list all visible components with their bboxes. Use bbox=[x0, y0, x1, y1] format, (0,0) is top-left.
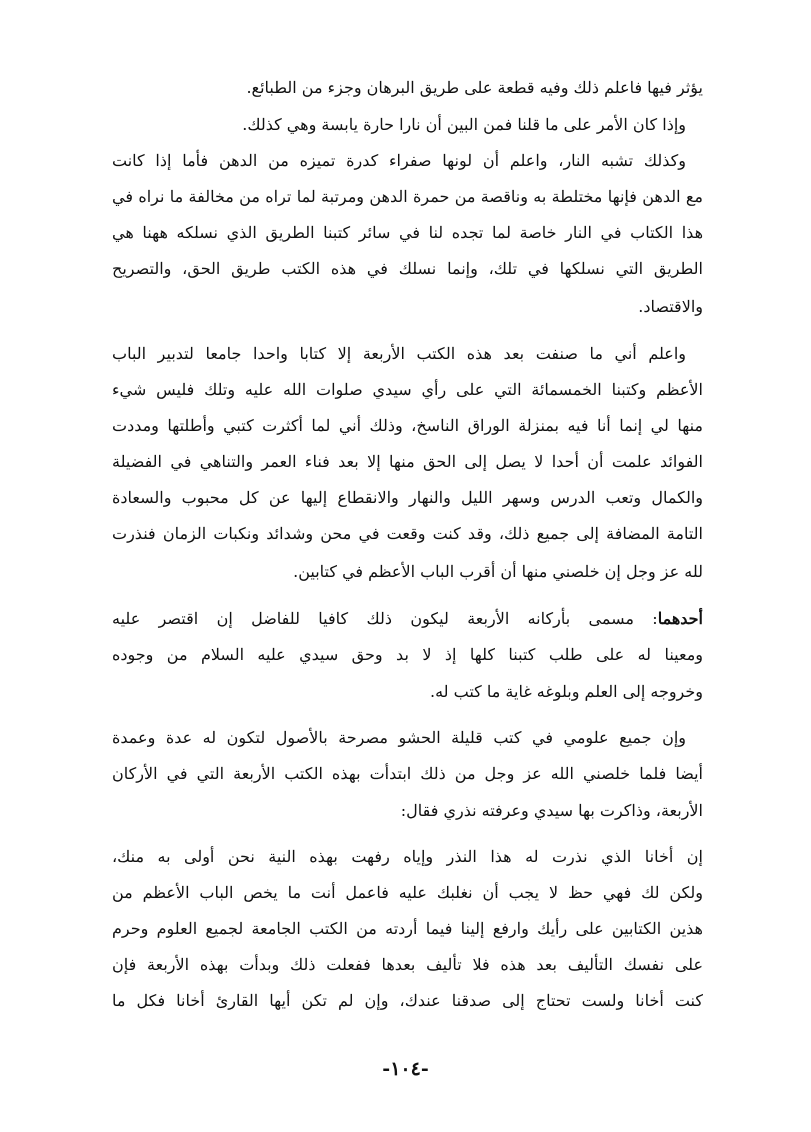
page-number: -١٠٤- bbox=[382, 1058, 429, 1080]
text-line: ولكن لك فهي حظ لا يجب أن نغلبك عليه فاعمل أنت ما يخص الباب الأعظم من bbox=[112, 883, 703, 902]
text-line: وخروجه إلى العلم وبلوغه غاية ما كتب له. bbox=[430, 682, 703, 701]
text-line: وكذلك تشبه النار، واعلم أن لونها صفراء كدرة تميزه من الدهن فأما إذا كانت bbox=[112, 151, 686, 170]
text-line: ومعينا له على طلب كتبنا كلها إذ لا بد وحق سيدي عليه السلام من وجوده bbox=[112, 645, 703, 664]
text-line: والكمال وتعب الدرس وسهر الليل والنهار والانقطاع إليها عن كل محبوب والسعادة bbox=[112, 488, 703, 507]
text-line: التامة المضافة إلى جميع ذلك، وقد كنت وقعت في محن وشدائد ونكبات الزمان فنذرت bbox=[112, 524, 703, 543]
text-line: لله عز وجل إن خلصني منها أن أقرب الباب الأعظم في كتابين. bbox=[293, 562, 703, 581]
text-line: واعلم أني ما صنفت بعد هذه الكتب الأربعة إلا كتابا واحدا جامعا لتدبير الباب bbox=[112, 344, 686, 363]
text-line: هذين الكتابين على رأيك وارفع إلينا فيما أردته من الكتب الجامعة لجميع العلوم وحرم bbox=[112, 919, 703, 938]
text-line: إن أخانا الذي نذرت له هذا النذر وإياه رفهت بهذه النية نحن أولى به منك، bbox=[112, 847, 703, 866]
text-line: الفوائد علمت أن أحدا لا يصل إلى الحق منها إلا بعد فناء العمر والتناهي في الفضيلة bbox=[112, 452, 703, 471]
text-line bbox=[112, 599, 703, 639]
text-line: مع الدهن فإنها مختلطة به وناقصة من حمرة الدهن ومرتبة لما تراه من مخالفة ما نراه في bbox=[112, 187, 703, 206]
text-line: على نفسك التأليف بعد هذه فلا تأليف بعدها ففعلت ذلك وبدأت بهذه الأربعة فإن bbox=[112, 955, 703, 974]
text-line: وإن جميع علومي في كتب قليلة الحشو مصرحة بالأصول لتكون له عدة وعمدة bbox=[112, 728, 686, 747]
text-line: الأعظم وكتبنا الخمسمائة التي على رأي سيدي صلوات الله عليه وتلك فليس شيء bbox=[112, 380, 703, 399]
line-rest: : مسمى بأركانه الأربعة ليكون ذلك كافيا للفاضل إن اقتصر عليه bbox=[112, 609, 658, 628]
heading-word: أحدهما bbox=[657, 609, 703, 628]
text-line: الطريق التي نسلكها في تلك، وإنما نسلك في هذه الكتب طريق الحق، والتصريح bbox=[112, 259, 703, 278]
text-line: وإذا كان الأمر على ما قلنا فمن البين أن نارا حارة يابسة وهي كذلك. bbox=[242, 115, 686, 134]
text-line: أيضا فلما خلصني الله عز وجل من ذلك ابتدأت بهذه الكتب الأربعة التي في الأركان bbox=[112, 764, 703, 783]
text-line: يؤثر فيها فاعلم ذلك وفيه قطعة على طريق البرهان وجزء من الطبائع. bbox=[246, 78, 703, 97]
text-line: والاقتصاد. bbox=[638, 297, 703, 316]
text-line: الأربعة، وذاكرت بها سيدي وعرفته نذري فقال: bbox=[400, 801, 703, 820]
text-line: هذا الكتاب في النار خاصة لما تجده لنا في سائر كتبنا الطريق الذي نسلكه ههنا هي bbox=[112, 223, 703, 242]
text-line: منها لي إنما أنا فيه بمنزلة الوراق الناسخ، وذلك أني لما أكثرت كتبي وأطلتها ومددت bbox=[112, 416, 703, 435]
text-line: كنت أخانا ولست تحتاج إلى صدقنا عندك، وإن لم تكن أيها القارئ أخانا فكل ما bbox=[112, 991, 703, 1010]
